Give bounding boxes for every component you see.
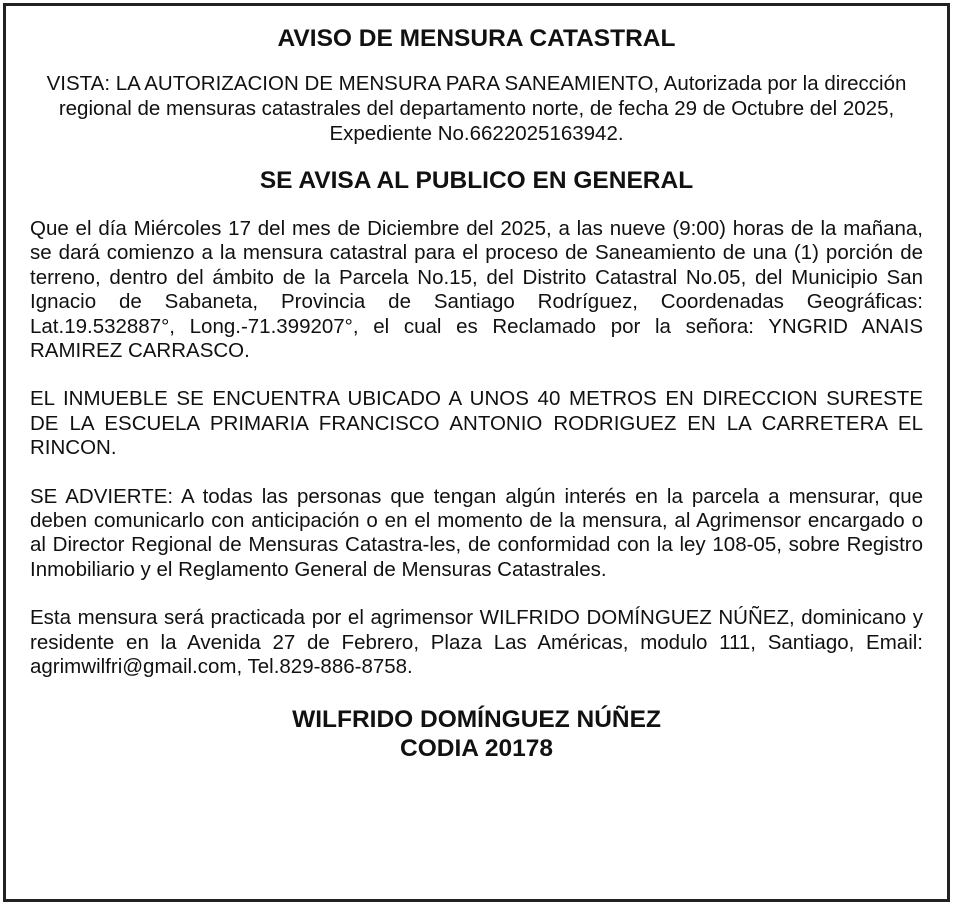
property-location-paragraph: EL INMUEBLE SE ENCUENTRA UBICADO A UNOS 40 METROS EN DIRECCION SURESTE DE LA ESCUELA PRIMARIA FRANCISCO ANTONIO RODRIGUEZ EN LA CARRETERA EL RINCON. xyxy=(30,387,923,460)
notice-content xyxy=(30,24,923,763)
survey-date-paragraph: Que el día Miércoles 17 del mes de Diciembre del 2025, a las nueve (9:00) horas de la mañana, se dará comienzo a la mensura catastral para el proceso de Saneamiento de una (1) porción de terreno, dentro del ámbito de la Parcela No.15, del Distrito Catastral No.05, del Municipio San Ignacio de Sabaneta, Provincia de Santiago Rodríguez, Coordenadas Geográficas: Lat.19.532887°, Long.-71.399207°, el cual es Reclamado por la señora: YNGRID ANAIS RAMIREZ CARRASCO. xyxy=(30,217,923,363)
surveyor-info-paragraph: Esta mensura será practicada por el agrimensor WILFRIDO DOMÍNGUEZ NÚÑEZ, dominicano y residente en la Avenida 27 de Febrero, Plaza Las Américas, modulo 111, Santiago, Email: agrimwilfri@gmail.com, Tel.829-886-8758. xyxy=(30,606,923,679)
notice-border xyxy=(3,3,950,902)
notice-subtitle: SE AVISA AL PUBLICO EN GENERAL xyxy=(259,167,694,194)
notice-title: AVISO DE MENSURA CATASTRAL xyxy=(277,25,676,52)
warning-paragraph: SE ADVIERTE: A todas las personas que tengan algún interés en la parcela a mensurar, que deben comunicarlo con anticipación o en el momento de la mensura, al Agrimensor encargado o al Director Regional de Mensuras Catastra-les, de conformidad con la ley 108-05, sobre Registro Inmobiliario y el Reglamento General de Mensuras Catastrales. xyxy=(30,484,923,581)
signature-name: WILFRIDO DOMÍNGUEZ NÚÑEZ xyxy=(292,705,661,733)
signature-codia: CODIA 20178 xyxy=(400,734,553,762)
signature-block xyxy=(30,705,923,763)
vista-paragraph: VISTA: LA AUTORIZACION DE MENSURA PARA SANEAMIENTO, Autorizada por la dirección regional de mensuras catastrales del departamento norte, de fecha 29 de Octubre del 2025, Expediente No.6622025163942. xyxy=(46,72,907,145)
